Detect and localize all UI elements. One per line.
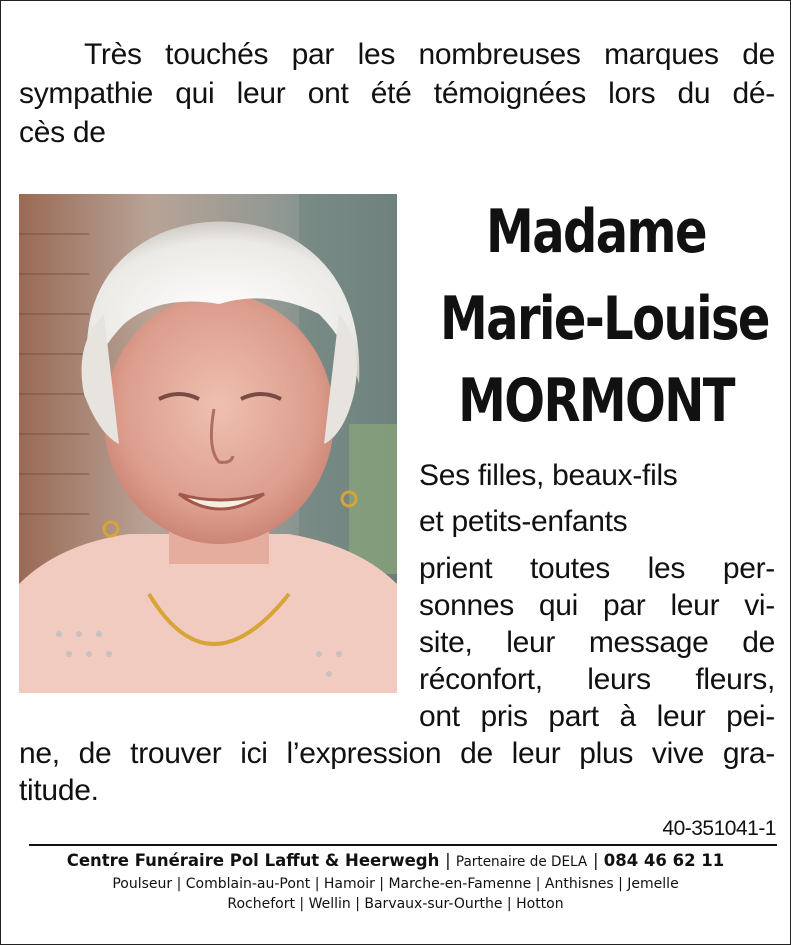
deceased-first-names: Marie-Louise [440, 284, 769, 354]
funeral-home-line [13, 851, 778, 871]
message-line-5: ont pris part à leur pei- [419, 700, 775, 733]
reference-number: 40-351041-1 [662, 817, 776, 840]
partner-text: Partenaire de DELA [455, 854, 588, 870]
family-line-2: et petits-enfants [419, 505, 628, 538]
message-line-4: réconfort, leurs fleurs, [419, 663, 775, 696]
message-line-1: prient toutes les per- [419, 552, 775, 585]
message-line-2: sonnes qui par leur vi- [419, 589, 775, 622]
deceased-surname: MORMONT [458, 366, 734, 436]
intro-line-2: sympathie qui leur ont été témoignées lors du dé- [19, 77, 775, 110]
deceased-title: Madame [486, 197, 706, 267]
intro-line-1: Très touchés par les nombreuses marques de [84, 38, 775, 71]
phone-number: 084 46 62 11 [603, 851, 725, 871]
portrait-photo [19, 194, 397, 693]
message-line-7: titude. [19, 774, 99, 807]
message-line-3: site, leur message de [419, 626, 775, 659]
locations-line-1: Poulseur | Comblain-au-Pont | Hamoir | Marche-en-Famenne | Anthisnes | Jemelle [112, 876, 679, 892]
footer-divider [29, 844, 777, 846]
locations-line-2: Rochefort | Wellin | Barvaux-sur-Ourthe | Hotton [227, 896, 564, 912]
separator: | [592, 851, 604, 871]
intro-paragraph [19, 35, 775, 152]
funeral-home-name: Centre Funéraire Pol Laffut & Heerwegh [66, 851, 440, 871]
message-line-6: ne, de trouver ici l’expression de leur plus vive gra- [19, 737, 775, 770]
family-line-1: Ses filles, beaux-fils [419, 459, 678, 492]
intro-line-3: cès de [19, 116, 106, 149]
separator: | [445, 851, 456, 871]
